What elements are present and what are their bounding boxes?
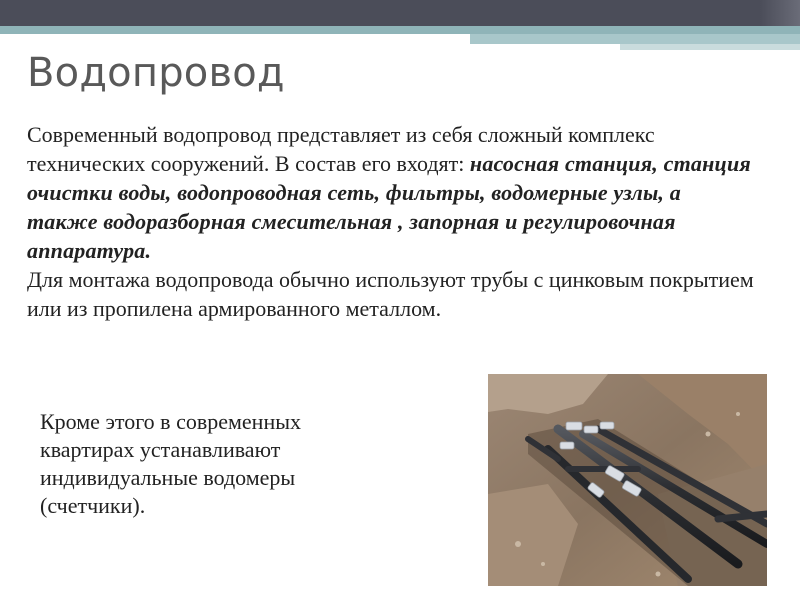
- main-paragraph: [27, 120, 757, 323]
- header-accent-bar: [0, 26, 800, 34]
- pipes-illustration: [488, 374, 767, 586]
- side-paragraph: Кроме этого в современных квартирах устанавливают индивидуальные водомеры (счетчики).: [40, 409, 302, 518]
- header-accent-bar-tertiary: [620, 44, 800, 50]
- slide-title: Водопровод: [27, 50, 285, 96]
- pipes-photo: [488, 374, 767, 586]
- paragraph-emphasis: насосная станция, станция очистки воды, водопроводная сеть, фильтры, водомерные узлы, а также водоразборная смесительная , запорная и регулировочная аппаратура.: [27, 151, 751, 263]
- header-accent-bar-secondary: [470, 34, 800, 44]
- header-band: [0, 0, 800, 26]
- paragraph-after: Для монтажа водопровода обычно используют трубы с цинковым покрытием или из пропилена армированного металлом.: [27, 267, 754, 321]
- paragraph-intro: Современный водопровод представляет из себя сложный комплекс технических сооружений. В состав его входят:: [27, 122, 655, 176]
- header-band-edge: [760, 0, 800, 26]
